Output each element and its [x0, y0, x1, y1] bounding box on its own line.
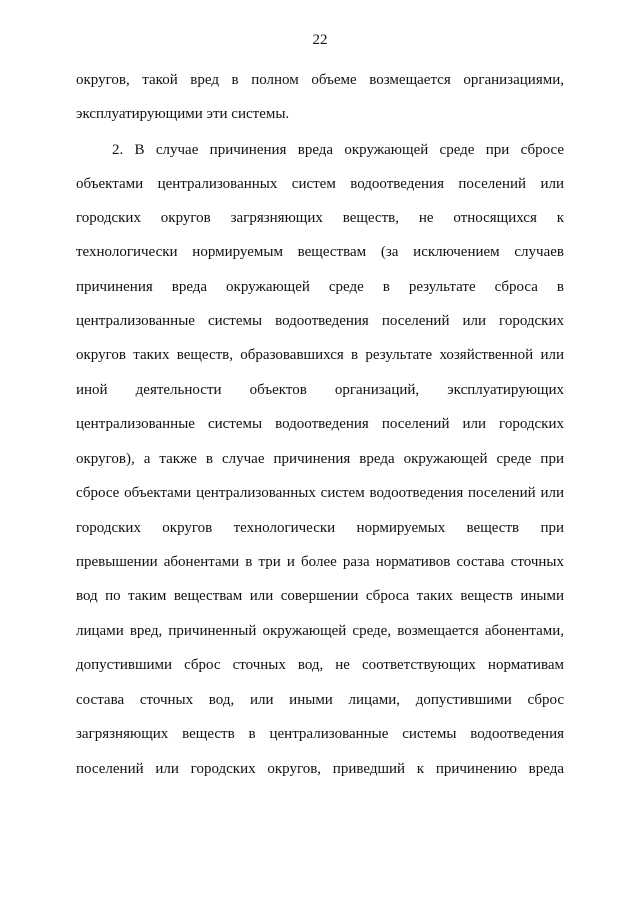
- text-line: городских округов технологически нормируемых веществ при: [76, 520, 564, 536]
- text-line: округов, такой вред в полном объеме возмещается организациями,: [76, 72, 564, 88]
- text-line: состава сточных вод, или иными лицами, допустившими сброс: [76, 692, 564, 708]
- text-line: городских округов загрязняющих веществ, не относящихся к: [76, 210, 564, 226]
- text-line: лицами вред, причиненный окружающей среде, возмещается абонентами,: [76, 623, 564, 639]
- text-line: объектами централизованных систем водоотведения поселений или: [76, 176, 564, 192]
- text-line: 2. В случае причинения вреда окружающей среде при сбросе: [112, 142, 564, 158]
- text-line: эксплуатирующими эти системы.: [76, 106, 290, 122]
- text-line: превышении абонентами в три и более раза нормативов состава сточных: [76, 554, 564, 570]
- page-number: 22: [312, 32, 328, 48]
- text-line: централизованные системы водоотведения поселений или городских: [76, 416, 564, 432]
- text-line: технологически нормируемым веществам (за исключением случаев: [76, 244, 564, 260]
- text-line: сбросе объектами централизованных систем водоотведения поселений или: [76, 485, 564, 501]
- text-line: вод по таким веществам или совершении сброса таких веществ иными: [76, 588, 564, 604]
- text-line: поселений или городских округов, приведший к причинению вреда: [76, 761, 564, 777]
- text-line: централизованные системы водоотведения поселений или городских: [76, 313, 564, 329]
- text-line: округов таких веществ, образовавшихся в результате хозяйственной или: [76, 347, 564, 363]
- text-line: загрязняющих веществ в централизованные системы водоотведения: [76, 726, 564, 742]
- text-line: причинения вреда окружающей среде в результате сброса в: [76, 279, 564, 295]
- text-line: иной деятельности объектов организаций, эксплуатирующих: [76, 382, 564, 398]
- text-line: округов), а также в случае причинения вреда окружающей среде при: [76, 451, 564, 467]
- text-line: допустившими сброс сточных вод, не соответствующих нормативам: [76, 657, 564, 673]
